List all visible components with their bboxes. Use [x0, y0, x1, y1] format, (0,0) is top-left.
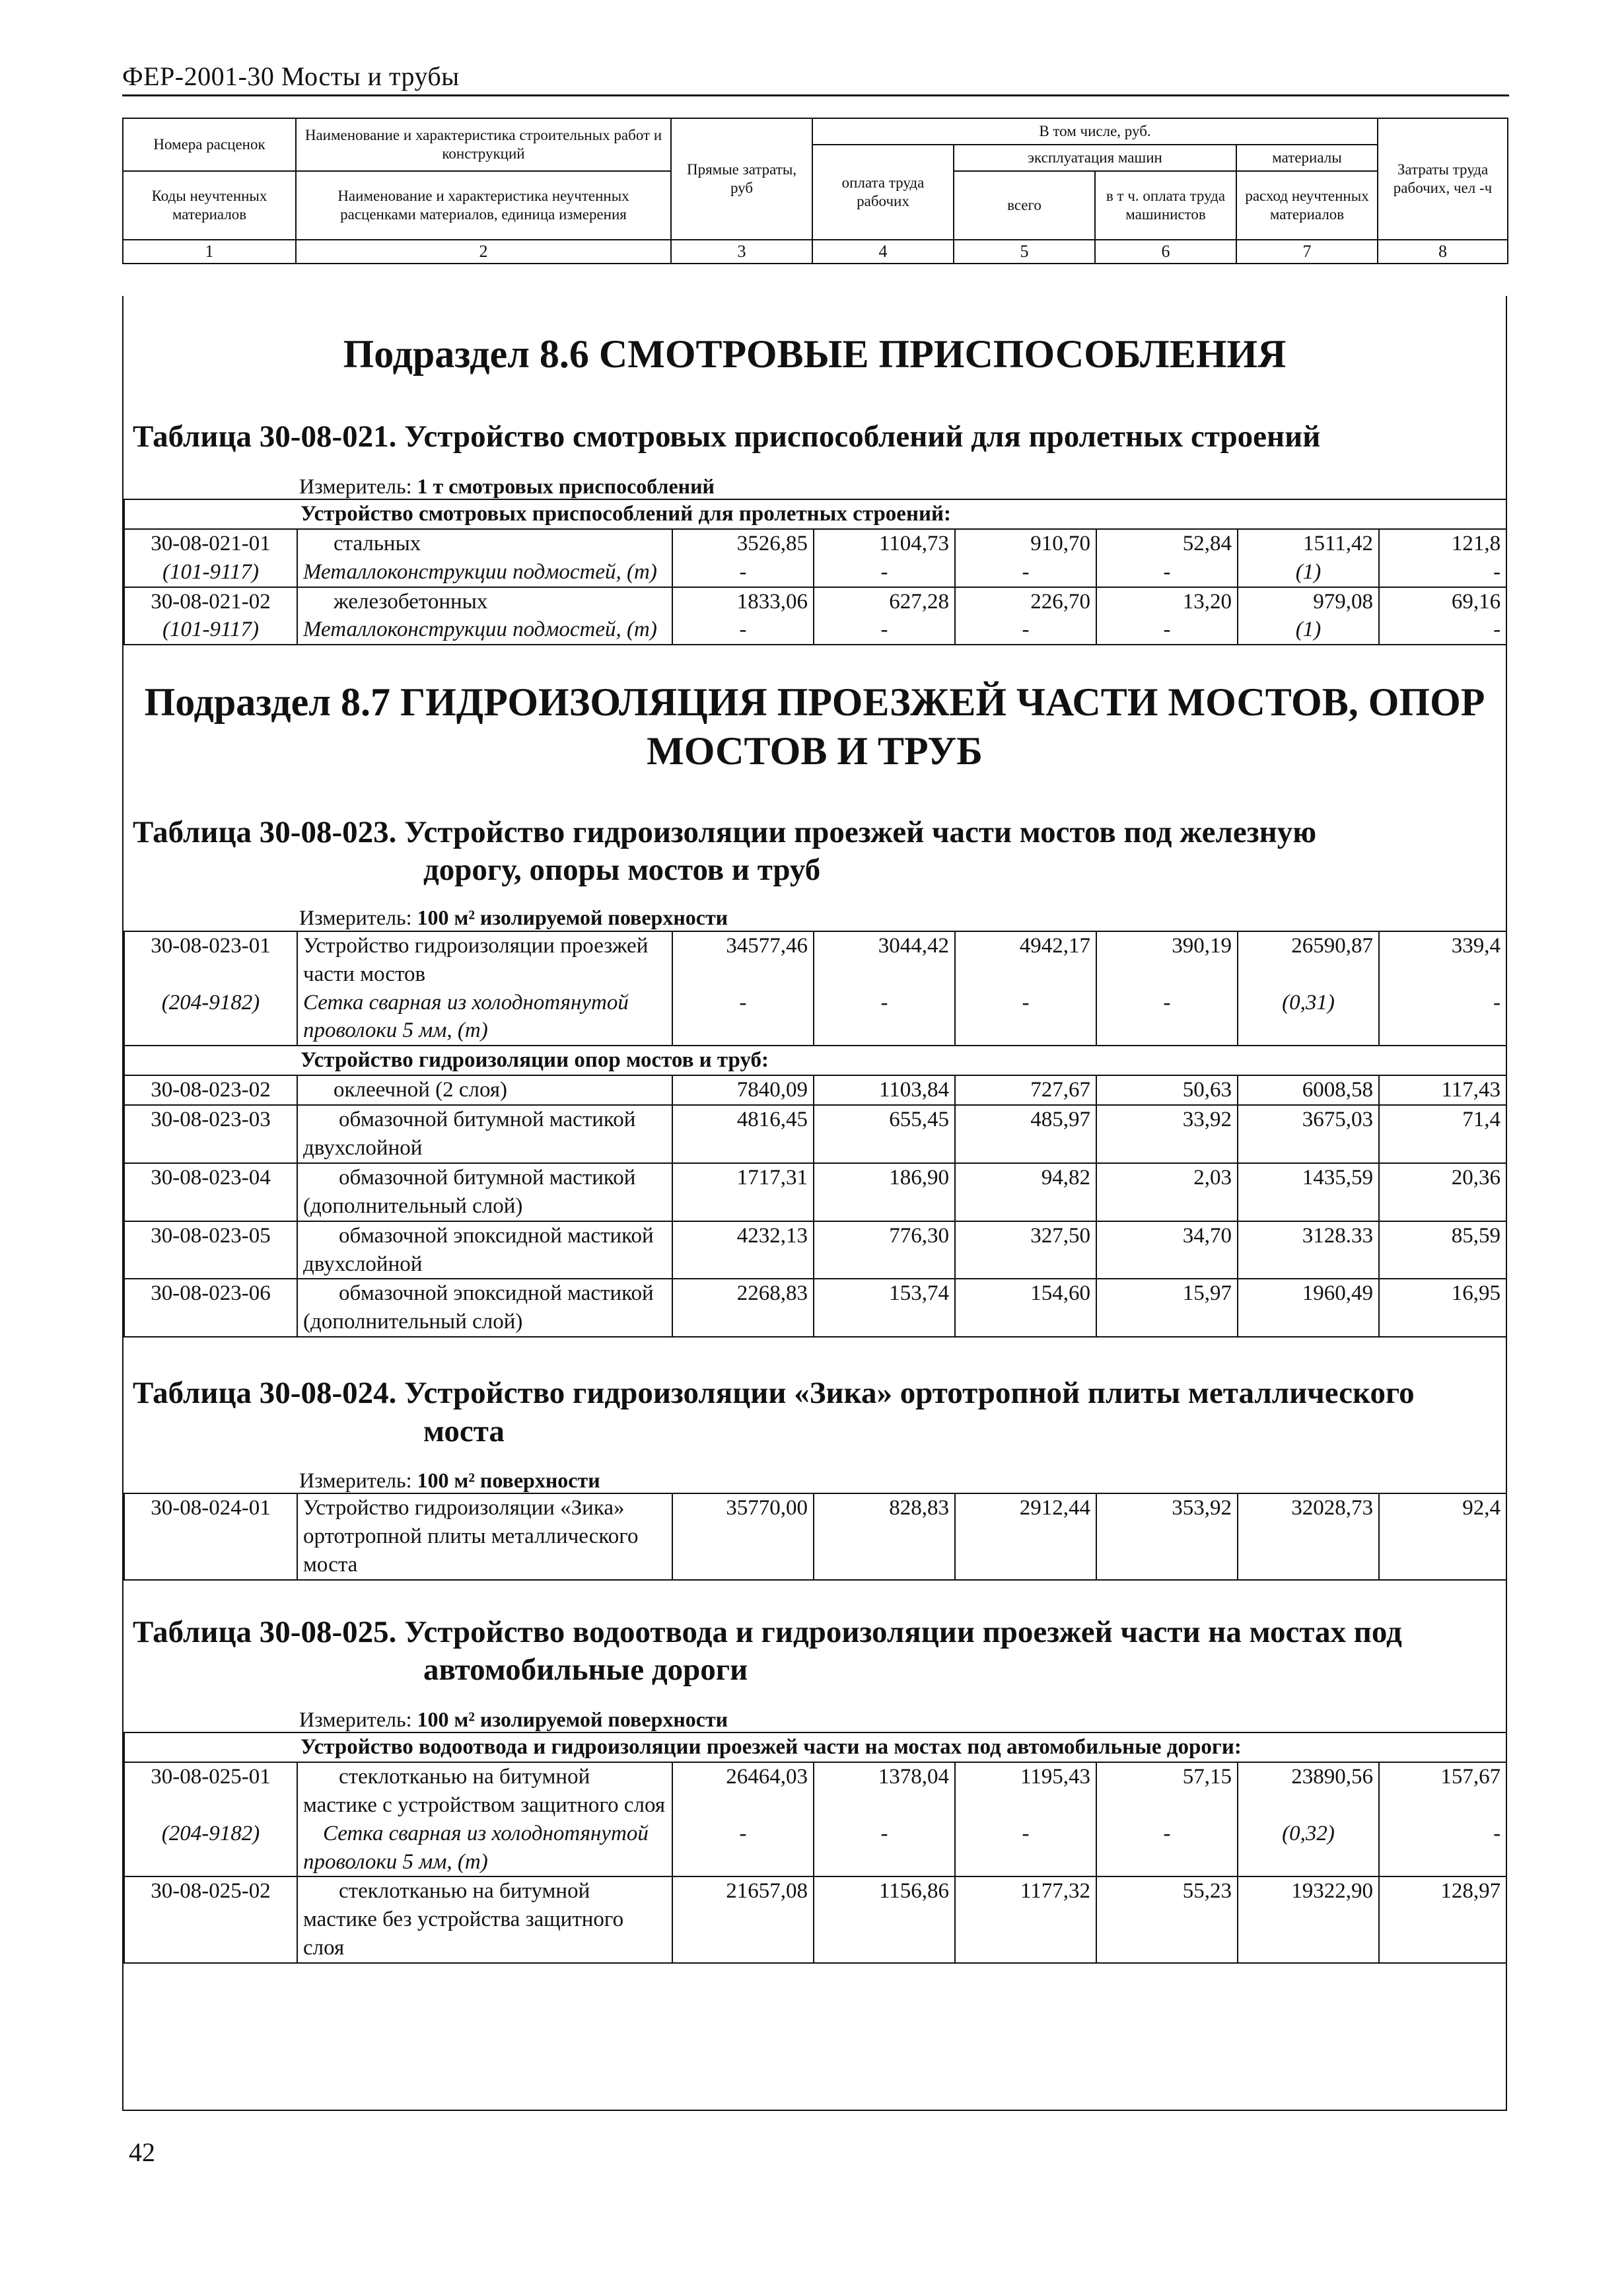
- machinists-wages: -: [1096, 989, 1238, 1046]
- machinists-wages: 55,23: [1096, 1876, 1238, 1963]
- table-title: Таблица 30-08-023. Устройство гидроизоляции проезжей части мостов под железную дорогу, опоры мостов и труб: [133, 814, 1317, 888]
- rate-name: обмазочной эпоксидной мастикой двухслойной: [297, 1221, 672, 1279]
- machines-total: 1195,43: [955, 1762, 1096, 1820]
- materials: 3128.33: [1238, 1221, 1379, 1279]
- labor-hours: 128,97: [1379, 1876, 1506, 1963]
- measure-unit: Измеритель: 1 т смотровых приспособлений: [299, 474, 715, 498]
- machinists-wages: -: [1096, 558, 1238, 587]
- wages: 153,74: [814, 1279, 955, 1337]
- measure-unit: Измеритель: 100 м² поверхности: [299, 1468, 600, 1492]
- rate-name: обмазочной битумной мастикой (дополнительный слой): [297, 1163, 672, 1221]
- col-machinists-header: в т ч. оплата труда машинистов: [1095, 171, 1236, 240]
- rate-name: стальных: [297, 529, 672, 558]
- page-header: [122, 61, 1509, 96]
- machines-total: 2912,44: [955, 1493, 1096, 1580]
- col-machines-total-header: всего: [954, 171, 1095, 240]
- direct-costs: 26464,03: [672, 1762, 814, 1820]
- group-heading: Устройство водоотвода и гидроизоляции проезжей части на мостах под автомобильные дороги:: [124, 1732, 1506, 1762]
- rate-code: 30-08-024-01: [124, 1493, 297, 1580]
- materials: 979,08: [1238, 587, 1379, 616]
- rate-name: Устройство гидроизоляции проезжей части мостов: [297, 931, 672, 989]
- machinists-wages: 34,70: [1096, 1221, 1238, 1279]
- machines-total: -: [955, 989, 1096, 1046]
- col-labor-header: Затраты труда рабочих, чел -ч: [1378, 118, 1508, 240]
- wages: 1104,73: [814, 529, 955, 558]
- material-code: (101-9117): [124, 616, 297, 645]
- col-codes-sub-header: Коды неучтенных материалов: [123, 171, 296, 240]
- rate-code: 30-08-023-04: [124, 1163, 297, 1221]
- direct-costs: 7840,09: [672, 1075, 814, 1105]
- table-title: Таблица 30-08-025. Устройство водоотвода и гидроизоляции проезжей части на мостах под автомобильные дороги: [133, 1614, 1402, 1688]
- wages: 1156,86: [814, 1876, 955, 1963]
- table-row: [124, 1493, 1506, 1580]
- table-row: [124, 1279, 1506, 1337]
- document-body: [122, 296, 1507, 2111]
- wages: 828,83: [814, 1493, 955, 1580]
- direct-costs: 35770,00: [672, 1493, 814, 1580]
- rate-code: 30-08-021-02: [124, 587, 297, 616]
- materials: 6008,58: [1238, 1075, 1379, 1105]
- table-row: [124, 1105, 1506, 1163]
- group-heading: Устройство гидроизоляции опор мостов и труб:: [124, 1046, 1506, 1075]
- col-number: 6: [1095, 240, 1236, 264]
- col-direct-costs-header: Прямые затраты, руб: [671, 118, 812, 240]
- materials: 19322,90: [1238, 1876, 1379, 1963]
- subsection-title-cont: МОСТОВ И ТРУБ: [647, 729, 983, 773]
- group-heading: Устройство смотровых приспособлений для пролетных строений:: [124, 499, 1506, 529]
- material-code: (101-9117): [124, 558, 297, 587]
- direct-costs: -: [672, 616, 814, 645]
- machinists-wages: 353,92: [1096, 1493, 1238, 1580]
- materials: 1511,42: [1238, 529, 1379, 558]
- wages: -: [814, 558, 955, 587]
- machines-total: 226,70: [955, 587, 1096, 616]
- direct-costs: 34577,46: [672, 931, 814, 989]
- labor-hours: 121,8: [1379, 529, 1506, 558]
- subsection-title: Подраздел 8.6 СМОТРОВЫЕ ПРИСПОСОБЛЕНИЯ: [343, 332, 1287, 376]
- rate-name: обмазочной эпоксидной мастикой (дополнительный слой): [297, 1279, 672, 1337]
- materials: (1): [1238, 616, 1379, 645]
- direct-costs: 4816,45: [672, 1105, 814, 1163]
- machines-total: -: [955, 558, 1096, 587]
- materials: 3675,03: [1238, 1105, 1379, 1163]
- rate-name: Устройство гидроизоляции «Зика» ортотропной плиты металлического моста: [297, 1493, 672, 1580]
- labor-hours: 16,95: [1379, 1279, 1506, 1337]
- subsection-title: Подраздел 8.7 ГИДРОИЗОЛЯЦИЯ ПРОЕЗЖЕЙ ЧАСТИ МОСТОВ, ОПОР: [144, 680, 1485, 725]
- col-number: 3: [671, 240, 812, 264]
- rate-name: обмазочной битумной мастикой двухслойной: [297, 1105, 672, 1163]
- labor-hours: 339,4: [1379, 931, 1506, 989]
- rates-table-025: [124, 1732, 1507, 1964]
- wages: -: [814, 616, 955, 645]
- materials: 26590,87: [1238, 931, 1379, 989]
- wages: 1103,84: [814, 1075, 955, 1105]
- machinists-wages: 15,97: [1096, 1279, 1238, 1337]
- materials: 1435,59: [1238, 1163, 1379, 1221]
- col-number: 8: [1378, 240, 1508, 264]
- machines-total: 1177,32: [955, 1876, 1096, 1963]
- rates-table-024: [124, 1493, 1507, 1581]
- machinists-wages: 52,84: [1096, 529, 1238, 558]
- col-number: 4: [812, 240, 954, 264]
- labor-hours: -: [1379, 616, 1506, 645]
- material-code: (204-9182): [124, 989, 297, 1046]
- machines-total: -: [955, 1820, 1096, 1877]
- labor-hours: 157,67: [1379, 1762, 1506, 1820]
- machinists-wages: 33,92: [1096, 1105, 1238, 1163]
- direct-costs: 1833,06: [672, 587, 814, 616]
- col-machines-header: эксплуатация машин: [954, 145, 1236, 171]
- materials: 23890,56: [1238, 1762, 1379, 1820]
- wages: 186,90: [814, 1163, 955, 1221]
- material-name: Металлоконструкции подмостей, (т): [297, 558, 672, 587]
- rate-name: оклеечной (2 слоя): [297, 1075, 672, 1105]
- table-title: Таблица 30-08-024. Устройство гидроизоляции «Зика» ортотропной плиты металлического моста: [133, 1376, 1415, 1448]
- rate-name: стеклотканью на битумной мастике без устройства защитного слоя: [297, 1876, 672, 1963]
- col-number: 7: [1236, 240, 1378, 264]
- labor-hours: 117,43: [1379, 1075, 1506, 1105]
- material-name: Сетка сварная из холоднотянутой проволоки 5 мм, (т): [297, 989, 672, 1046]
- labor-hours: 92,4: [1379, 1493, 1506, 1580]
- materials: (0,31): [1238, 989, 1379, 1046]
- machinists-wages: 13,20: [1096, 587, 1238, 616]
- wages: -: [814, 1820, 955, 1877]
- rate-code: 30-08-021-01: [124, 529, 297, 558]
- labor-hours: -: [1379, 989, 1506, 1046]
- machines-total: 910,70: [955, 529, 1096, 558]
- col-incl-group-header: В том числе, руб.: [812, 118, 1378, 145]
- rate-code: 30-08-025-01: [124, 1762, 297, 1820]
- table-row: [124, 1163, 1506, 1221]
- direct-costs: 2268,83: [672, 1279, 814, 1337]
- machines-total: 327,50: [955, 1221, 1096, 1279]
- col-name-header: Наименование и характеристика строительных работ и конструкций: [296, 118, 671, 171]
- machines-total: 727,67: [955, 1075, 1096, 1105]
- direct-costs: 21657,08: [672, 1876, 814, 1963]
- wages: -: [814, 989, 955, 1046]
- machinists-wages: -: [1096, 616, 1238, 645]
- labor-hours: -: [1379, 558, 1506, 587]
- machines-total: -: [955, 616, 1096, 645]
- table-title: Таблица 30-08-021. Устройство смотровых приспособлений для пролетных строений: [133, 419, 1321, 454]
- materials: (0,32): [1238, 1820, 1379, 1877]
- direct-costs: 1717,31: [672, 1163, 814, 1221]
- direct-costs: -: [672, 558, 814, 587]
- column-header-table: [122, 118, 1508, 264]
- material-name: Сетка сварная из холоднотянутой проволоки 5 мм, (т): [297, 1820, 672, 1877]
- labor-hours: -: [1379, 1820, 1506, 1877]
- rate-code: 30-08-025-02: [124, 1876, 297, 1963]
- wages: 3044,42: [814, 931, 955, 989]
- machines-total: 154,60: [955, 1279, 1096, 1337]
- rate-code: 30-08-023-02: [124, 1075, 297, 1105]
- direct-costs: -: [672, 1820, 814, 1877]
- machines-total: 4942,17: [955, 931, 1096, 989]
- wages: 655,45: [814, 1105, 955, 1163]
- document-title: ФЕР-2001-30 Мосты и трубы: [122, 61, 460, 91]
- labor-hours: 20,36: [1379, 1163, 1506, 1221]
- wages: 627,28: [814, 587, 955, 616]
- header-rule: [122, 94, 1509, 96]
- wages: 1378,04: [814, 1762, 955, 1820]
- machinists-wages: 50,63: [1096, 1075, 1238, 1105]
- col-name-sub-header: Наименование и характеристика неучтенных расценками материалов, единица измерения: [296, 171, 671, 240]
- labor-hours: 85,59: [1379, 1221, 1506, 1279]
- machinists-wages: 2,03: [1096, 1163, 1238, 1221]
- materials: 32028,73: [1238, 1493, 1379, 1580]
- measure-unit: Измеритель: 100 м² изолируемой поверхности: [299, 906, 728, 930]
- rates-table-023: [124, 931, 1507, 1338]
- machinists-wages: -: [1096, 1820, 1238, 1877]
- machinists-wages: 390,19: [1096, 931, 1238, 989]
- col-materials-group-header: материалы: [1236, 145, 1378, 171]
- machines-total: 485,97: [955, 1105, 1096, 1163]
- direct-costs: 3526,85: [672, 529, 814, 558]
- material-name: Металлоконструкции подмостей, (т): [297, 616, 672, 645]
- machines-total: 94,82: [955, 1163, 1096, 1221]
- col-number: 2: [296, 240, 671, 264]
- table-row: [124, 1075, 1506, 1105]
- col-codes-header: Номера расценок: [123, 118, 296, 171]
- wages: 776,30: [814, 1221, 955, 1279]
- direct-costs: -: [672, 989, 814, 1046]
- labor-hours: 71,4: [1379, 1105, 1506, 1163]
- rate-code: 30-08-023-01: [124, 931, 297, 989]
- direct-costs: 4232,13: [672, 1221, 814, 1279]
- rates-table-021: [124, 499, 1507, 645]
- machinists-wages: 57,15: [1096, 1762, 1238, 1820]
- col-materials-header: расход неучтенных материалов: [1236, 171, 1378, 240]
- labor-hours: 69,16: [1379, 587, 1506, 616]
- measure-unit: Измеритель: 100 м² изолируемой поверхности: [299, 1707, 728, 1731]
- col-wages-header: оплата труда рабочих: [812, 145, 954, 240]
- materials: 1960,49: [1238, 1279, 1379, 1337]
- rate-code: 30-08-023-03: [124, 1105, 297, 1163]
- table-row: [124, 1876, 1506, 1963]
- col-number: 5: [954, 240, 1095, 264]
- col-number: 1: [123, 240, 296, 264]
- rate-name: железобетонных: [297, 587, 672, 616]
- rate-code: 30-08-023-06: [124, 1279, 297, 1337]
- table-row: [124, 1221, 1506, 1279]
- material-code: (204-9182): [124, 1820, 297, 1877]
- page-number: 42: [129, 2137, 155, 2167]
- materials: (1): [1238, 558, 1379, 587]
- rate-name: стеклотканью на битумной мастике с устройством защитного слоя: [297, 1762, 672, 1820]
- rate-code: 30-08-023-05: [124, 1221, 297, 1279]
